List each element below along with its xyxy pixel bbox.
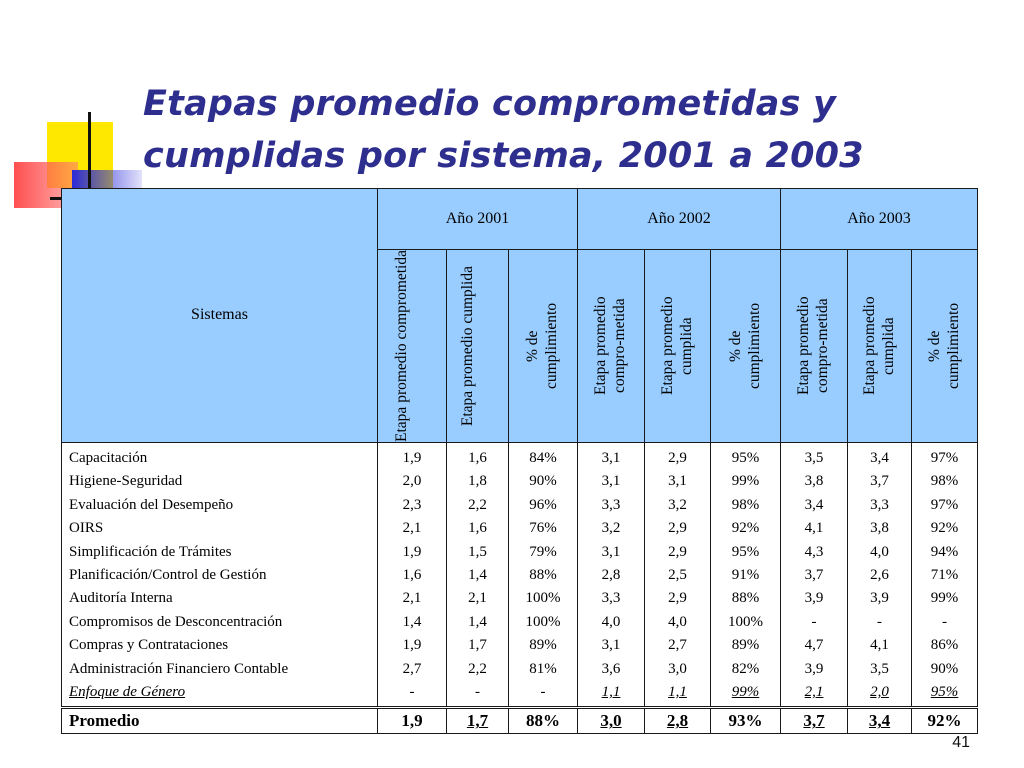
value-cell: 2,2	[447, 494, 509, 517]
value-cell: 3,4	[848, 442, 912, 470]
systems-table	[61, 188, 978, 734]
value-cell: 3,2	[645, 494, 711, 517]
value-cell: 98%	[711, 494, 781, 517]
value-cell: 2,1	[378, 517, 447, 540]
value-cell: 3,9	[781, 658, 848, 681]
slide-title	[143, 78, 1003, 182]
value-cell: 1,4	[378, 611, 447, 634]
value-cell: 89%	[509, 634, 578, 657]
value-cell: 99%	[711, 470, 781, 493]
value-cell: 4,0	[645, 611, 711, 634]
value-cell: 4,0	[848, 541, 912, 564]
value-cell: 3,9	[781, 587, 848, 610]
value-cell: 3,2	[578, 517, 645, 540]
system-name: Compromisos de Desconcentración	[62, 611, 378, 634]
value-cell: 92%	[912, 517, 978, 540]
value-cell: 3,1	[578, 634, 645, 657]
value-cell: 4,3	[781, 541, 848, 564]
value-cell: 2,7	[378, 658, 447, 681]
value-cell: 90%	[912, 658, 978, 681]
value-cell: 3,8	[848, 517, 912, 540]
value-cell: 100%	[509, 587, 578, 610]
value-cell: 1,4	[447, 611, 509, 634]
table-body	[62, 442, 978, 707]
table-row	[62, 611, 978, 634]
value-cell: 96%	[509, 494, 578, 517]
table-row	[62, 587, 978, 610]
table-row	[62, 541, 978, 564]
value-cell: 3,8	[781, 470, 848, 493]
value-cell: 2,1	[447, 587, 509, 610]
table-row	[62, 442, 978, 470]
value-cell: 90%	[509, 470, 578, 493]
average-cell: 88%	[509, 708, 578, 734]
value-cell: 3,9	[848, 587, 912, 610]
value-cell: 3,1	[645, 470, 711, 493]
value-cell: 98%	[912, 470, 978, 493]
value-cell: 88%	[509, 564, 578, 587]
value-cell: 99%	[912, 587, 978, 610]
table-row	[62, 634, 978, 657]
value-cell: -	[848, 611, 912, 634]
value-cell: -	[378, 681, 447, 708]
system-name: OIRS	[62, 517, 378, 540]
value-cell: 2,5	[645, 564, 711, 587]
average-label: Promedio	[62, 708, 378, 734]
value-cell: 100%	[509, 611, 578, 634]
value-cell: 89%	[711, 634, 781, 657]
system-name: Auditoría Interna	[62, 587, 378, 610]
average-cell: 3,4	[848, 708, 912, 734]
header-2002-cumplida: Etapa promedio cumplida	[645, 250, 711, 443]
average-cell: 92%	[912, 708, 978, 734]
value-cell: 2,6	[848, 564, 912, 587]
value-cell: 2,0	[848, 681, 912, 708]
value-cell: 1,6	[447, 442, 509, 470]
value-cell: 92%	[711, 517, 781, 540]
table-row	[62, 494, 978, 517]
table-row	[62, 517, 978, 540]
value-cell: 3,7	[848, 470, 912, 493]
value-cell: 2,7	[645, 634, 711, 657]
value-cell: 3,3	[578, 494, 645, 517]
value-cell: 3,0	[645, 658, 711, 681]
value-cell: 95%	[711, 541, 781, 564]
header-sistemas: Sistemas	[62, 189, 378, 443]
value-cell: 3,1	[578, 541, 645, 564]
value-cell: 4,7	[781, 634, 848, 657]
value-cell: 95%	[711, 442, 781, 470]
value-cell: 2,2	[447, 658, 509, 681]
value-cell: 97%	[912, 494, 978, 517]
system-name: Capacitación	[62, 442, 378, 470]
value-cell: 2,3	[378, 494, 447, 517]
value-cell: 91%	[711, 564, 781, 587]
header-2003-cumplida: Etapa promedio cumplida	[848, 250, 912, 443]
value-cell: 1,8	[447, 470, 509, 493]
table-row	[62, 681, 978, 708]
value-cell: 81%	[509, 658, 578, 681]
system-name: Evaluación del Desempeño	[62, 494, 378, 517]
table-row	[62, 564, 978, 587]
value-cell: -	[781, 611, 848, 634]
value-cell: 2,0	[378, 470, 447, 493]
value-cell: 1,6	[447, 517, 509, 540]
value-cell: 1,1	[645, 681, 711, 708]
value-cell: 4,0	[578, 611, 645, 634]
value-cell: 99%	[711, 681, 781, 708]
value-cell: 2,8	[578, 564, 645, 587]
page-number: 41	[952, 734, 970, 751]
value-cell: 1,9	[378, 442, 447, 470]
value-cell: 4,1	[781, 517, 848, 540]
value-cell: 1,4	[447, 564, 509, 587]
value-cell: 94%	[912, 541, 978, 564]
value-cell: 88%	[711, 587, 781, 610]
average-cell: 93%	[711, 708, 781, 734]
value-cell: 4,1	[848, 634, 912, 657]
value-cell: 2,9	[645, 587, 711, 610]
system-name: Enfoque de Género	[62, 681, 378, 708]
value-cell: 3,3	[848, 494, 912, 517]
value-cell: 2,1	[781, 681, 848, 708]
value-cell: 2,9	[645, 442, 711, 470]
table-row	[62, 658, 978, 681]
value-cell: 3,5	[848, 658, 912, 681]
value-cell: 84%	[509, 442, 578, 470]
value-cell: 71%	[912, 564, 978, 587]
value-cell: 3,6	[578, 658, 645, 681]
system-name: Administración Financiero Contable	[62, 658, 378, 681]
value-cell: 3,4	[781, 494, 848, 517]
value-cell: 97%	[912, 442, 978, 470]
table-row	[62, 470, 978, 493]
average-cell: 1,7	[447, 708, 509, 734]
header-year-2002: Año 2002	[578, 189, 781, 250]
value-cell: 1,7	[447, 634, 509, 657]
value-cell: 3,1	[578, 470, 645, 493]
value-cell: 3,5	[781, 442, 848, 470]
value-cell: -	[912, 611, 978, 634]
value-cell: 3,1	[578, 442, 645, 470]
value-cell: 100%	[711, 611, 781, 634]
value-cell: 1,1	[578, 681, 645, 708]
value-cell: -	[447, 681, 509, 708]
value-cell: 76%	[509, 517, 578, 540]
header-2003-cumplimiento: % de cumplimiento	[912, 250, 978, 443]
value-cell: 1,5	[447, 541, 509, 564]
value-cell: 79%	[509, 541, 578, 564]
header-2001-cumplimiento: % de cumplimiento	[509, 250, 578, 443]
header-2002-comprometida: Etapa promedio compro-metida	[578, 250, 645, 443]
system-name: Compras y Contrataciones	[62, 634, 378, 657]
average-cell: 3,0	[578, 708, 645, 734]
value-cell: 3,7	[781, 564, 848, 587]
system-name: Planificación/Control de Gestión	[62, 564, 378, 587]
value-cell: 1,9	[378, 634, 447, 657]
value-cell: 1,6	[378, 564, 447, 587]
value-cell: 95%	[912, 681, 978, 708]
header-2001-comprometida: Etapa promedio comprometida	[378, 250, 447, 443]
title-line-1: Etapas promedio comprometidas y	[143, 84, 837, 124]
average-cell: 3,7	[781, 708, 848, 734]
header-year-2001: Año 2001	[378, 189, 578, 250]
value-cell: 2,1	[378, 587, 447, 610]
value-cell: -	[509, 681, 578, 708]
value-cell: 1,9	[378, 541, 447, 564]
value-cell: 2,9	[645, 517, 711, 540]
header-2002-cumplimiento: % de cumplimiento	[711, 250, 781, 443]
value-cell: 82%	[711, 658, 781, 681]
system-name: Simplificación de Trámites	[62, 541, 378, 564]
system-name: Higiene-Seguridad	[62, 470, 378, 493]
value-cell: 2,9	[645, 541, 711, 564]
average-cell: 2,8	[645, 708, 711, 734]
value-cell: 86%	[912, 634, 978, 657]
value-cell: 3,3	[578, 587, 645, 610]
title-line-2: cumplidas por sistema, 2001 a 2003	[143, 136, 864, 176]
header-2001-cumplida: Etapa promedio cumplida	[447, 250, 509, 443]
header-2003-comprometida: Etapa promedio compro-metida	[781, 250, 848, 443]
header-year-2003: Año 2003	[781, 189, 978, 250]
average-cell: 1,9	[378, 708, 447, 734]
average-row	[62, 708, 978, 734]
